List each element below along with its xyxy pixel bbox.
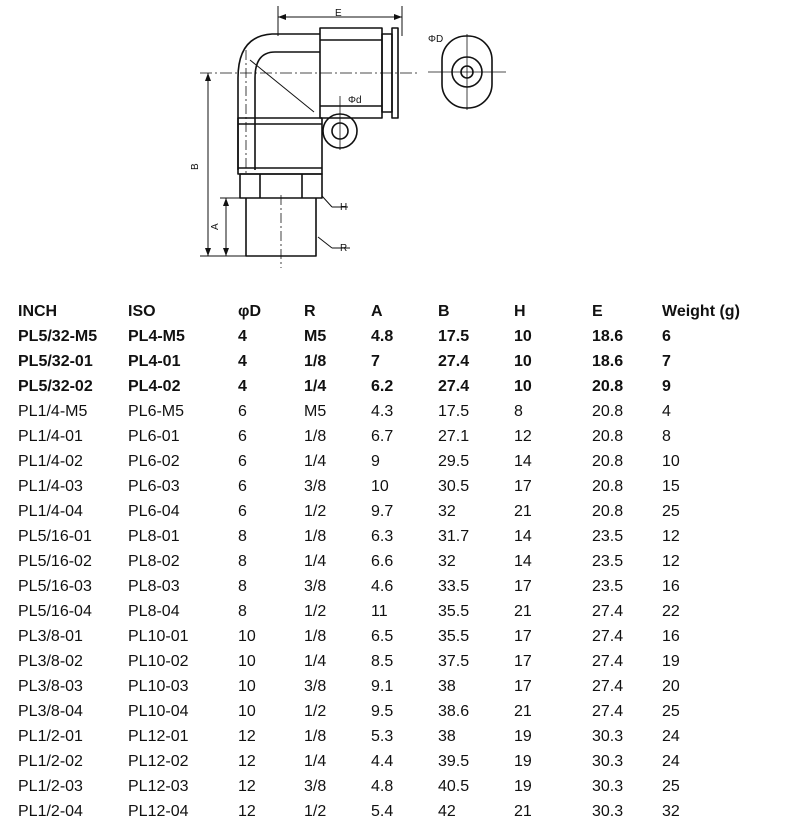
- table-cell: 12: [238, 778, 256, 795]
- table-cell: 14: [514, 553, 532, 570]
- table-cell: 1/4: [304, 753, 327, 770]
- table-cell: M5: [304, 328, 327, 345]
- table-cell: 20.8: [592, 378, 624, 395]
- table-cell: PL10-02: [128, 653, 189, 670]
- table-cell: PL8-02: [128, 553, 180, 570]
- table-cell: 17.5: [438, 403, 470, 420]
- table-cell: 5.4: [371, 803, 394, 820]
- table-cell: 25: [662, 778, 680, 795]
- table-row: [18, 399, 772, 424]
- table-cell: 4: [238, 378, 247, 395]
- table-cell: PL6-04: [128, 503, 180, 520]
- table-cell: 35.5: [438, 603, 470, 620]
- table-cell: 1/4: [304, 378, 327, 395]
- table-cell: 23.5: [592, 578, 624, 595]
- table-row: [18, 499, 772, 524]
- table-cell: 8: [238, 603, 247, 620]
- table-cell: 3/8: [304, 678, 327, 695]
- table-cell: 1/4: [304, 653, 327, 670]
- elbow-fitting-diagram: [180, 0, 510, 270]
- table-cell: 10: [238, 703, 256, 720]
- table-cell: 42: [438, 803, 456, 820]
- table-cell: 20.8: [592, 503, 624, 520]
- table-row: [18, 524, 772, 549]
- table-cell: 19: [514, 753, 532, 770]
- table-cell: 17.5: [438, 328, 470, 345]
- table-cell: 6.5: [371, 628, 394, 645]
- table-cell: 37.5: [438, 653, 470, 670]
- table-cell: 7: [371, 353, 380, 370]
- table-row: [18, 749, 772, 774]
- table-cell: 1/8: [304, 528, 327, 545]
- table-cell: 6: [662, 328, 671, 345]
- table-cell: 8: [662, 428, 671, 445]
- table-cell: PL1/4-01: [18, 428, 83, 445]
- table-cell: 10: [662, 453, 680, 470]
- table-cell: 11: [371, 603, 388, 620]
- table-cell: 27.4: [592, 628, 624, 645]
- table-cell: 4.3: [371, 403, 394, 420]
- table-cell: 12: [238, 753, 256, 770]
- table-cell: 23.5: [592, 553, 624, 570]
- table-cell: 21: [514, 503, 532, 520]
- table-cell: 12: [662, 553, 680, 570]
- table-cell: 21: [514, 803, 532, 820]
- table-cell: 8: [238, 578, 247, 595]
- table-cell: 40.5: [438, 778, 470, 795]
- table-cell: 1/2: [304, 703, 327, 720]
- table-row: [18, 349, 772, 374]
- table-cell: 17: [514, 678, 532, 695]
- table-cell: 12: [238, 803, 256, 820]
- table-cell: 1/8: [304, 353, 327, 370]
- table-row: [18, 599, 772, 624]
- table-cell: 10: [238, 628, 256, 645]
- table-cell: 6: [238, 478, 247, 495]
- table-cell: 18.6: [592, 328, 624, 345]
- table-cell: 25: [662, 703, 680, 720]
- table-cell: 6.2: [371, 378, 394, 395]
- table-cell: 9: [662, 378, 671, 395]
- table-cell: 23.5: [592, 528, 624, 545]
- dim-b-label: B: [190, 163, 201, 170]
- table-body: [18, 324, 772, 824]
- table-cell: PL8-01: [128, 528, 180, 545]
- table-cell: 7: [662, 353, 671, 370]
- table-row: [18, 424, 772, 449]
- table-cell: PL4-01: [128, 353, 181, 370]
- col-header: φD: [238, 303, 261, 320]
- table-cell: PL6-M5: [128, 403, 185, 420]
- table-cell: 27.4: [438, 378, 470, 395]
- table-cell: 1/4: [304, 453, 327, 470]
- table-cell: 27.4: [592, 653, 624, 670]
- table-cell: 8: [514, 403, 523, 420]
- table-cell: PL5/32-02: [18, 378, 93, 395]
- table-cell: PL8-03: [128, 578, 180, 595]
- table-cell: PL12-03: [128, 778, 189, 795]
- table-cell: 6: [238, 453, 247, 470]
- table-cell: 38.6: [438, 703, 470, 720]
- table-row: [18, 649, 772, 674]
- dim-a-label: A: [210, 223, 221, 230]
- table-cell: M5: [304, 403, 327, 420]
- table-cell: 20: [662, 678, 680, 695]
- table-cell: 20.8: [592, 478, 624, 495]
- col-header: INCH: [18, 303, 58, 320]
- table-cell: 8: [238, 553, 247, 570]
- table-cell: 17: [514, 478, 532, 495]
- table-cell: PL1/2-03: [18, 778, 83, 795]
- table-cell: 19: [514, 728, 532, 745]
- table-cell: 30.3: [592, 753, 624, 770]
- table-cell: 1/2: [304, 803, 327, 820]
- col-header: R: [304, 303, 316, 320]
- table-cell: 4.8: [371, 778, 394, 795]
- table-cell: 1/8: [304, 628, 327, 645]
- table-cell: 21: [514, 703, 532, 720]
- table-cell: 27.4: [592, 603, 624, 620]
- col-header: H: [514, 303, 526, 320]
- table-cell: 1/8: [304, 428, 327, 445]
- table-cell: 9.7: [371, 503, 394, 520]
- table-cell: 25: [662, 503, 680, 520]
- table-cell: 8.5: [371, 653, 394, 670]
- table-cell: PL12-02: [128, 753, 189, 770]
- table-cell: 6: [238, 403, 247, 420]
- table-cell: 33.5: [438, 578, 470, 595]
- table-cell: 27.1: [438, 428, 470, 445]
- table-cell: PL6-02: [128, 453, 180, 470]
- table-cell: 30.3: [592, 803, 624, 820]
- dim-r-label: R: [340, 243, 348, 254]
- table-cell: 8: [238, 528, 247, 545]
- table-cell: PL12-01: [128, 728, 189, 745]
- table-cell: 20.8: [592, 403, 624, 420]
- table-cell: 14: [514, 528, 532, 545]
- col-header: E: [592, 303, 603, 320]
- table-cell: 19: [514, 778, 532, 795]
- table-cell: 30.5: [438, 478, 470, 495]
- table-row: [18, 674, 772, 699]
- table-cell: 6: [238, 503, 247, 520]
- table-cell: 38: [438, 728, 456, 745]
- table-cell: PL3/8-04: [18, 703, 83, 720]
- table-row: [18, 474, 772, 499]
- table-cell: 10: [514, 378, 532, 395]
- table-cell: PL1/2-01: [18, 728, 83, 745]
- table-cell: 38: [438, 678, 456, 695]
- table-cell: 3/8: [304, 478, 327, 495]
- table-cell: 20.8: [592, 453, 624, 470]
- table-cell: 12: [662, 528, 680, 545]
- dim-phi-d-small-label: Φd: [348, 95, 362, 106]
- table-row: [18, 374, 772, 399]
- table-cell: PL6-03: [128, 478, 180, 495]
- table-cell: 9: [371, 453, 380, 470]
- table-cell: 14: [514, 453, 532, 470]
- table-row: [18, 449, 772, 474]
- table-cell: PL8-04: [128, 603, 180, 620]
- table-cell: 4.6: [371, 578, 394, 595]
- table-cell: 17: [514, 578, 532, 595]
- col-header: B: [438, 303, 450, 320]
- table-row: [18, 574, 772, 599]
- table-cell: 24: [662, 728, 680, 745]
- table-cell: PL6-01: [128, 428, 180, 445]
- table-cell: PL10-04: [128, 703, 189, 720]
- table-cell: 3/8: [304, 578, 327, 595]
- table-cell: 6.7: [371, 428, 394, 445]
- table-cell: 10: [371, 478, 389, 495]
- table-row: [18, 774, 772, 799]
- table-cell: 1/4: [304, 553, 327, 570]
- table-cell: 32: [438, 503, 456, 520]
- table-cell: 29.5: [438, 453, 470, 470]
- table-cell: 10: [514, 353, 532, 370]
- table-cell: 18.6: [592, 353, 624, 370]
- table-cell: 30.3: [592, 728, 624, 745]
- col-header: Weight (g): [662, 303, 740, 320]
- table-cell: 19: [662, 653, 680, 670]
- table-cell: 32: [662, 803, 680, 820]
- table-cell: 39.5: [438, 753, 470, 770]
- table-cell: 21: [514, 603, 532, 620]
- table-row: [18, 699, 772, 724]
- table-cell: PL1/4-M5: [18, 403, 88, 420]
- table-cell: 6: [238, 428, 247, 445]
- table-cell: 27.4: [592, 678, 624, 695]
- col-header: ISO: [128, 303, 156, 320]
- table-cell: 4.4: [371, 753, 394, 770]
- specification-table: [18, 299, 772, 824]
- table-cell: PL5/32-M5: [18, 328, 98, 345]
- table-cell: 3/8: [304, 778, 327, 795]
- table-cell: 16: [662, 578, 680, 595]
- table-cell: 4: [238, 353, 247, 370]
- table-cell: 12: [238, 728, 256, 745]
- table-cell: 1/8: [304, 728, 327, 745]
- table-cell: 1/2: [304, 503, 327, 520]
- table-cell: 6.6: [371, 553, 394, 570]
- table-cell: 5.3: [371, 728, 394, 745]
- table-cell: 32: [438, 553, 456, 570]
- dim-phi-d-large-label: ΦD: [428, 34, 444, 45]
- table-cell: PL4-02: [128, 378, 181, 395]
- table-cell: PL1/2-02: [18, 753, 83, 770]
- table-cell: 17: [514, 653, 532, 670]
- dim-h-label: H: [340, 202, 348, 213]
- table-cell: PL5/16-01: [18, 528, 92, 545]
- table-cell: PL10-03: [128, 678, 189, 695]
- table-cell: 10: [238, 678, 256, 695]
- table-header-row: [18, 299, 772, 324]
- table-cell: 4.8: [371, 328, 394, 345]
- table-cell: 10: [238, 653, 256, 670]
- table-cell: PL1/4-02: [18, 453, 83, 470]
- table-cell: 17: [514, 628, 532, 645]
- table-cell: 15: [662, 478, 680, 495]
- table-cell: 30.3: [592, 778, 624, 795]
- table-cell: 12: [514, 428, 532, 445]
- table-cell: 16: [662, 628, 680, 645]
- col-header: A: [371, 303, 383, 320]
- table-cell: PL1/4-04: [18, 503, 83, 520]
- table-cell: PL3/8-03: [18, 678, 83, 695]
- dim-e-label: E: [335, 8, 342, 19]
- table-row: [18, 624, 772, 649]
- table-cell: 1/2: [304, 603, 327, 620]
- table-cell: 24: [662, 753, 680, 770]
- table-cell: 10: [514, 328, 532, 345]
- table-cell: 27.4: [438, 353, 470, 370]
- table-cell: 22: [662, 603, 680, 620]
- table-cell: 31.7: [438, 528, 470, 545]
- table-cell: PL1/2-04: [18, 803, 83, 820]
- table-cell: 20.8: [592, 428, 624, 445]
- table-cell: PL4-M5: [128, 328, 185, 345]
- table-cell: PL3/8-02: [18, 653, 83, 670]
- table-row: [18, 724, 772, 749]
- table-cell: PL5/16-02: [18, 553, 92, 570]
- fitting-technical-drawing: [180, 0, 510, 270]
- table-cell: PL5/32-01: [18, 353, 93, 370]
- table-cell: PL3/8-01: [18, 628, 83, 645]
- table-cell: 9.5: [371, 703, 394, 720]
- table-row: [18, 799, 772, 824]
- table-cell: 9.1: [371, 678, 394, 695]
- table-row: [18, 324, 772, 349]
- table-cell: 4: [662, 403, 671, 420]
- table-cell: 27.4: [592, 703, 624, 720]
- table-cell: PL5/16-04: [18, 603, 92, 620]
- table-cell: PL5/16-03: [18, 578, 92, 595]
- table-cell: 4: [238, 328, 247, 345]
- table-cell: 35.5: [438, 628, 470, 645]
- table-cell: 6.3: [371, 528, 394, 545]
- table-cell: PL10-01: [128, 628, 189, 645]
- table-cell: PL12-04: [128, 803, 189, 820]
- table-cell: PL1/4-03: [18, 478, 83, 495]
- table-row: [18, 549, 772, 574]
